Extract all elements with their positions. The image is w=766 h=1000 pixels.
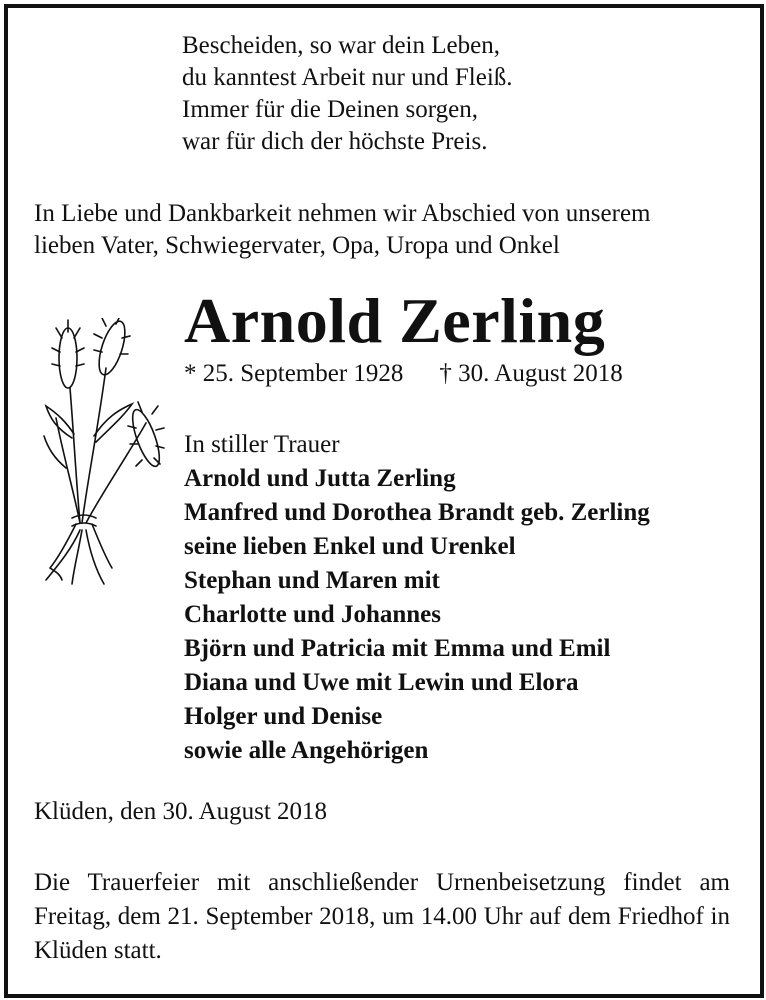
mourner-entry: Arnold und Jutta Zerling — [184, 465, 456, 492]
intro-line: In Liebe und Dankbarkeit nehmen wir Abschied von unserem — [34, 200, 651, 227]
mourner-entry: Stephan und Maren mit — [184, 567, 440, 594]
poem-line: Bescheiden, so war dein Leben, — [182, 32, 500, 59]
mourner-entry: Björn und Patricia mit Emma und Emil — [184, 635, 611, 662]
mourner-entry: Charlotte und Johannes — [184, 601, 441, 628]
poem-line: Immer für die Deinen sorgen, — [182, 96, 478, 123]
deceased-name: Arnold Zerling — [184, 285, 606, 356]
death-date: † 30. August 2018 — [439, 360, 623, 387]
place-and-date: Klüden, den 30. August 2018 — [34, 798, 328, 825]
mourner-entry: sowie alle Angehörigen — [184, 737, 429, 764]
wheat-sheaf-icon — [36, 318, 166, 588]
mourning-heading: In stiller Trauer — [184, 431, 340, 458]
mourner-entry: Manfred und Dorothea Brandt geb. Zerling — [184, 499, 650, 526]
mourner-entry: Diana und Uwe mit Lewin und Elora — [184, 669, 579, 696]
intro-line: lieben Vater, Schwiegervater, Opa, Uropa und Onkel — [34, 232, 560, 259]
service-info: Die Trauerfeier mit anschließender Urnenbeisetzung findet am Freitag, dem 21. September 2018, um 14.00 Uhr auf dem Friedhof in Klüden statt. — [34, 869, 730, 964]
life-dates — [184, 358, 623, 390]
mourners-list — [184, 428, 650, 768]
poem-line: war für dich der höchste Preis. — [182, 128, 488, 155]
mourner-entry: seine lieben Enkel und Urenkel — [184, 533, 516, 560]
intro-text — [34, 198, 734, 262]
mourner-entry: Holger und Denise — [184, 703, 383, 730]
birth-date: * 25. September 1928 — [184, 360, 404, 387]
poem-line: du kanntest Arbeit nur und Fleiß. — [182, 64, 513, 91]
poem — [182, 30, 513, 158]
